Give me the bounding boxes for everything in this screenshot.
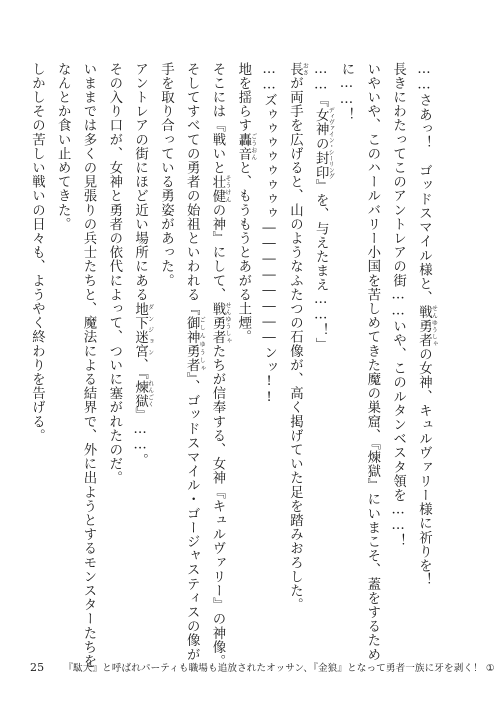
text-run: に……！ <box>339 62 354 122</box>
page-footer <box>30 660 495 674</box>
ruby-reading: ごうおん <box>249 132 257 161</box>
text-run: ……ズゥゥゥゥゥゥゥゥ――――――――ンッ!! <box>261 62 277 406</box>
text-run: なんとか食い止めてきた。 <box>55 62 71 232</box>
text-run: 手を取り合っている勇姿があった。 <box>158 62 174 288</box>
ruby-word <box>184 315 206 373</box>
text-run: 長きにわたってこのアントレアの街……いや、このルタンベスタ領を……！ <box>390 62 406 548</box>
ruby-reading: そうけん <box>224 174 231 203</box>
text-column <box>340 62 353 122</box>
text-run: いやいや、このハールバリー小国を苦しめてきた魔の巣窟、『煉獄』にいまこそ、蓋をするため <box>364 62 380 662</box>
text-column <box>185 62 205 662</box>
text-run: たちが信奉する、女神『キュルヴァリー』の神像。 <box>210 344 225 669</box>
text-column <box>159 62 172 288</box>
ruby-reading: せんゆうしゃ <box>430 304 438 348</box>
ruby-base: 御神勇者 <box>184 315 200 373</box>
ruby-word <box>313 107 335 180</box>
text-run: その入り口が、女神と勇者の依代によって、ついに塞がれたのだ。 <box>106 62 122 485</box>
ruby-base: 轟音 <box>235 132 251 161</box>
ruby-word <box>210 174 231 204</box>
text-run: 』を、与えたまえ……！」 <box>313 179 329 352</box>
text-run: 』、ゴッドスマイル・ゴージャスティスの像が <box>184 372 200 662</box>
ruby-base: 煉獄 <box>132 379 148 408</box>
text-run: アントレアの街にほど近い場所にある <box>132 62 148 302</box>
ruby-base: 女神の封印 <box>313 107 329 180</box>
text-column <box>211 62 231 668</box>
ruby-reading: ダンジョン <box>146 301 154 359</box>
text-column <box>56 62 69 231</box>
ruby-reading: ディヴァイン・シーリング <box>327 107 335 180</box>
text-run: いままでは多くの見張りの兵士たちと、魔法による結界で、外に出ようとするモンスターたちを <box>81 62 96 669</box>
text-column <box>314 62 334 352</box>
ruby-word <box>235 132 257 161</box>
text-run: と、もうもうとあがる土煙。 <box>235 160 251 345</box>
text-run: そしてすべての勇者の始祖といわれる『 <box>184 62 200 316</box>
ruby-reading: れんごく <box>146 379 154 408</box>
text-column <box>30 62 43 443</box>
text-column <box>262 62 275 406</box>
ruby-base: 長 <box>287 62 303 77</box>
text-column <box>236 62 256 344</box>
running-title: 『駄犬』と呼ばれパーティも職場も追放されたオッサン、『金狼』となって勇者一族に牙を剥く！ ① <box>63 663 495 674</box>
text-column <box>365 62 378 662</box>
text-column <box>133 62 153 467</box>
text-run: の神』にして、 <box>210 203 225 302</box>
text-run: 地を揺らす <box>235 62 251 133</box>
ruby-word <box>287 62 309 77</box>
text-column <box>107 62 120 485</box>
ruby-reading: せんゆうしゃ <box>224 301 231 345</box>
ruby-word <box>210 301 231 345</box>
ruby-word <box>132 301 154 359</box>
ruby-reading: ごしんゆうしゃ <box>198 315 206 373</box>
ruby-base: 戦勇者 <box>210 301 225 345</box>
ruby-reading: おさ <box>301 62 309 77</box>
text-column <box>82 62 95 668</box>
text-run: ……さあっ！ ゴッドスマイル様と、 <box>416 62 432 305</box>
text-run: の女神、キュルヴァリー様に祈りを！ <box>416 347 432 587</box>
text-run: ……『 <box>313 62 329 108</box>
ruby-base: 壮健 <box>210 174 225 204</box>
text-run: そこには『戦いと <box>210 62 225 175</box>
text-run: 、『 <box>132 358 148 380</box>
ruby-base: 地下迷宮 <box>132 301 148 359</box>
text-column <box>288 62 308 612</box>
ruby-word <box>132 379 154 408</box>
text-run: しかしその苦しい戦いの日々も、ようやく終わりを告げる。 <box>29 62 45 443</box>
text-run: が両手を広げると、山のようなふたつの石像が、高く掲げていた足を踏みおろした。 <box>287 76 303 612</box>
text-run: 』……。 <box>132 407 148 468</box>
text-column <box>391 62 404 548</box>
ruby-base: 戦勇者 <box>416 304 432 348</box>
page-number: 25 <box>30 661 45 674</box>
ruby-word <box>416 304 438 348</box>
text-column <box>417 62 437 587</box>
